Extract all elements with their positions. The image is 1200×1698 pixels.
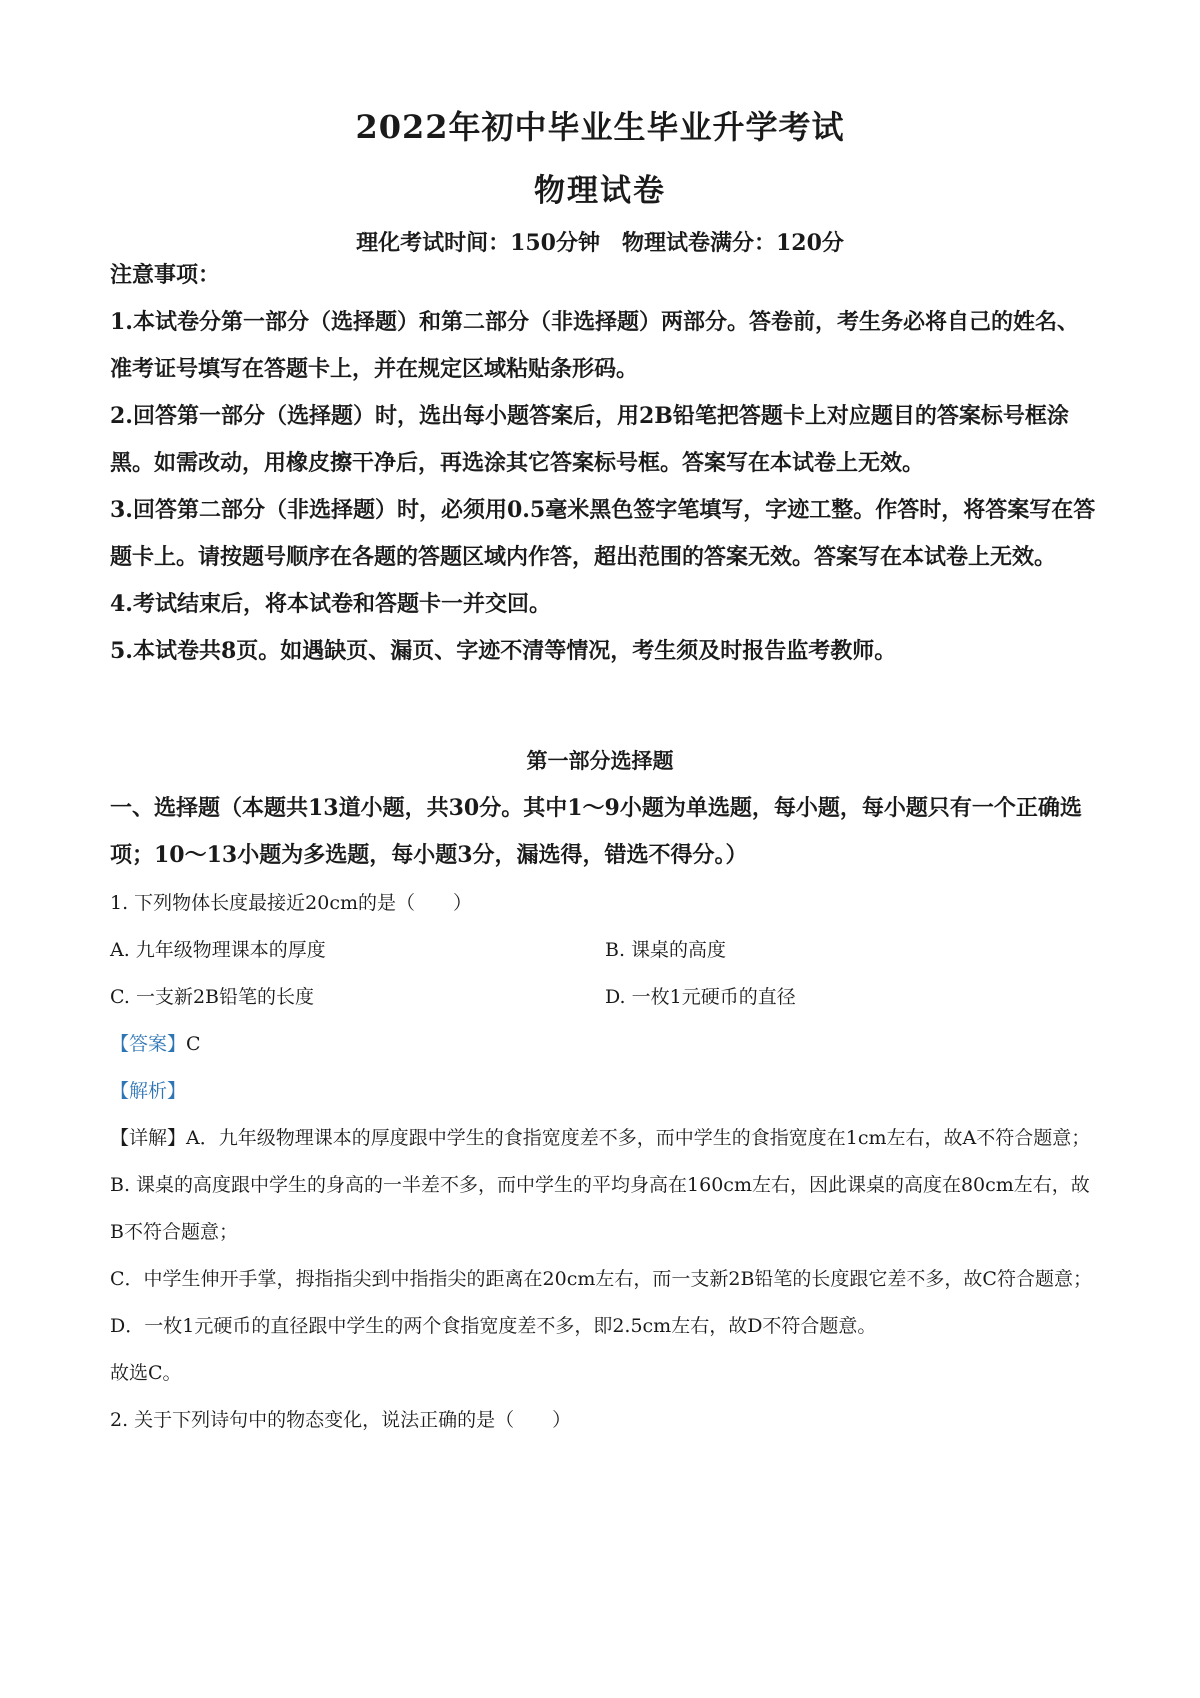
note-item: 4.考试结束后，将本试卷和答题卡一并交回。 — [110, 591, 551, 617]
question-1 — [110, 880, 1100, 1444]
answer-value: C — [186, 1033, 201, 1055]
analysis-label: 【解析】 — [110, 1080, 187, 1102]
answer-line — [110, 1021, 1100, 1068]
note-item: 5.本试卷共8页。如遇缺页、漏页、字迹不清等情况，考生须及时报告监考教师。 — [110, 638, 897, 664]
conclusion: 故选C。 — [110, 1362, 182, 1384]
note-item: 1.本试卷分第一部分（选择题）和第二部分（非选择题）两部分。答卷前，考生务必将自己的姓名、准考证号填写在答题卡上，并在规定区域粘贴条形码。 — [110, 309, 1079, 382]
notes-heading: 注意事项： — [110, 262, 221, 288]
notes-block — [110, 252, 1100, 675]
exam-info: 理化考试时间：150分钟 物理试卷满分：120分 — [356, 230, 844, 256]
question-stem: 1. 下列物体长度最接近20cm的是（ ） — [110, 892, 473, 914]
question-2-stem: 2. 关于下列诗句中的物态变化，说法正确的是（ ） — [110, 1409, 572, 1431]
exam-subtitle: 物理试卷 — [534, 173, 666, 209]
option-d: D. 一枚1元硬币的直径 — [605, 986, 796, 1008]
option-c: C. 一支新2B铅笔的长度 — [110, 986, 314, 1008]
detail-b: B. 课桌的高度跟中学生的身高的一半差不多，而中学生的平均身高在160cm左右，因此课桌的高度在80cm左右，故B不符合题意； — [110, 1174, 1090, 1243]
detail-a: 【详解】A．九年级物理课本的厚度跟中学生的食指宽度差不多，而中学生的食指宽度在1cm左右，故A不符合题意； — [110, 1127, 1091, 1149]
option-a: A. 九年级物理课本的厚度 — [110, 939, 326, 961]
exam-title: 2022年初中毕业生毕业升学考试 — [355, 108, 845, 146]
detail-label: 【详解】 — [110, 1127, 187, 1149]
detail-c: C．中学生伸开手掌，拇指指尖到中指指尖的距离在20cm左右，而一支新2B铅笔的长度跟它差不多，故C符合题意； — [110, 1268, 1092, 1290]
answer-label: 【答案】 — [110, 1033, 187, 1055]
detail-d: D．一枚1元硬币的直径跟中学生的两个食指宽度差不多，即2.5cm左右，故D不符合题意。 — [110, 1315, 877, 1337]
section-description: 一、选择题（本题共13道小题，共30分。其中1～9小题为单选题，每小题，每小题只有一个正确选项；10～13小题为多选题，每小题3分，漏选得，错选不得分。） — [110, 795, 1082, 868]
option-b: B. 课桌的高度 — [605, 939, 727, 961]
note-item: 3.回答第二部分（非选择题）时，必须用0.5毫米黑色签字笔填写，字迹工整。作答时，将答案写在答题卡上。请按题号顺序在各题的答题区域内作答，超出范围的答案无效。答案写在本试卷上无效。 — [110, 497, 1096, 570]
section-title: 第一部分选择题 — [526, 748, 674, 773]
options-row — [110, 974, 1100, 1021]
options-row — [110, 927, 1100, 974]
note-item: 2.回答第一部分（选择题）时，选出每小题答案后，用2B铅笔把答题卡上对应题目的答案标号框涂黑。如需改动，用橡皮擦干净后，再选涂其它答案标号框。答案写在本试卷上无效。 — [110, 403, 1069, 476]
